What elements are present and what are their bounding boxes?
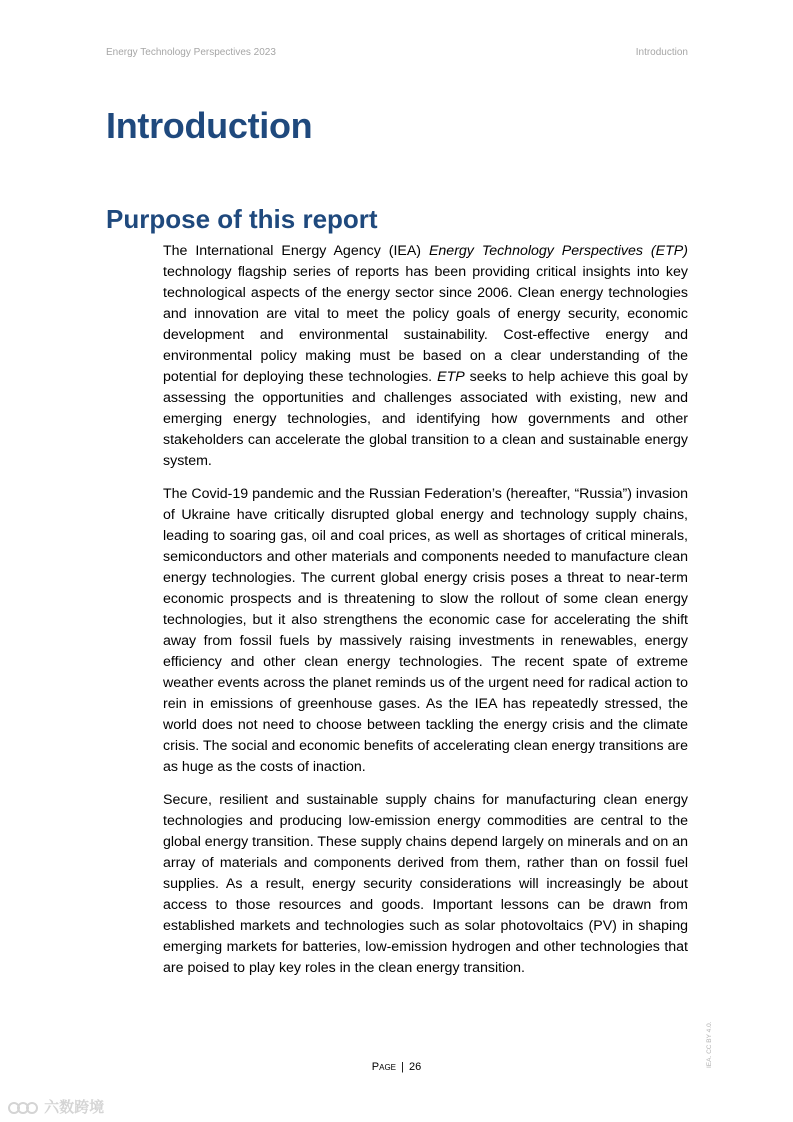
watermark [8, 1096, 118, 1118]
watermark-logo-icon [8, 1099, 38, 1115]
section-title: Purpose of this report [106, 204, 378, 234]
paragraph-1-text-c: technology flagship series of reports has been providing critical insights into key technological aspects of the energy sector since 2006. Clean energy technologies and innovation are vital to meet the policy goals of energy security, economic development and environmental sustainability. Cost-effective energy and environmental policy making must be based on a clear understanding of the potential for deploying these technologies. [163, 264, 688, 385]
page-number: 26 [408, 1061, 422, 1073]
paragraph-2: The Covid-19 pandemic and the Russian Federation’s (hereafter, “Russia”) invasion of Ukraine have critically disrupted global energy and technology supply chains, leading to soaring gas, oil and coal prices, as well as shortages of critical minerals, semiconductors and other materials and components needed to manufacture clean energy technologies. The current global energy crisis poses a threat to near-term economic prospects and is threatening to slow the rollout of some clean energy technologies, but it also strengthens the economic case for accelerating the shift away from fossil fuels by massively raising investments in renewables, energy efficiency and other clean energy technologies. The recent spate of extreme weather events across the planet reminds us of the urgent need for radical action to rein in emissions of greenhouse gases. As the IEA has repeatedly stressed, the world does not need to choose between tackling the energy crisis and the climate crisis. The social and economic benefits of accelerating clean energy transitions are as huge as the costs of inaction. [163, 486, 688, 775]
body-text [163, 241, 688, 991]
paragraph-1-report-name: Energy Technology Perspectives (ETP) [428, 243, 688, 259]
running-header [106, 47, 688, 63]
page-footer [0, 1061, 793, 1073]
page-label: Page [371, 1061, 396, 1073]
paragraph-3: Secure, resilient and sustainable supply chains for manufacturing clean energy technologies and producing low-emission energy commodities are central to the global energy transition. These supply chains depend largely on minerals and on an array of materials and components derived from them, rather than on fossil fuel supplies. As a result, energy security considerations will increasingly be about access to those resources and goods. Important lessons can be drawn from established markets and technologies such as solar photovoltaics (PV) in shaping emerging markets for batteries, low-emission hydrogen and other technologies that are poised to play key roles in the clean energy transition. [163, 792, 689, 976]
header-report-title: Energy Technology Perspectives 2023 [106, 47, 276, 58]
paragraph-1 [163, 241, 688, 472]
license-note: IEA. CC BY 4.0. [706, 1021, 713, 1068]
paragraph-1-etp: ETP [437, 369, 465, 385]
paragraph-1-text-e: seeks to help achieve this goal by assessing the opportunities and challenges associated with existing, new and emerging energy technologies, and identifying how governments and other stakeholders can accelerate the global transition to a clean and sustainable energy system. [163, 369, 688, 469]
header-chapter-name: Introduction [635, 47, 688, 58]
paragraph-1-text-a: The International Energy Agency (IEA) [163, 243, 429, 259]
chapter-title: Introduction [106, 105, 313, 146]
watermark-text: 六数跨境 [44, 1099, 105, 1116]
page-separator: | [401, 1061, 404, 1073]
